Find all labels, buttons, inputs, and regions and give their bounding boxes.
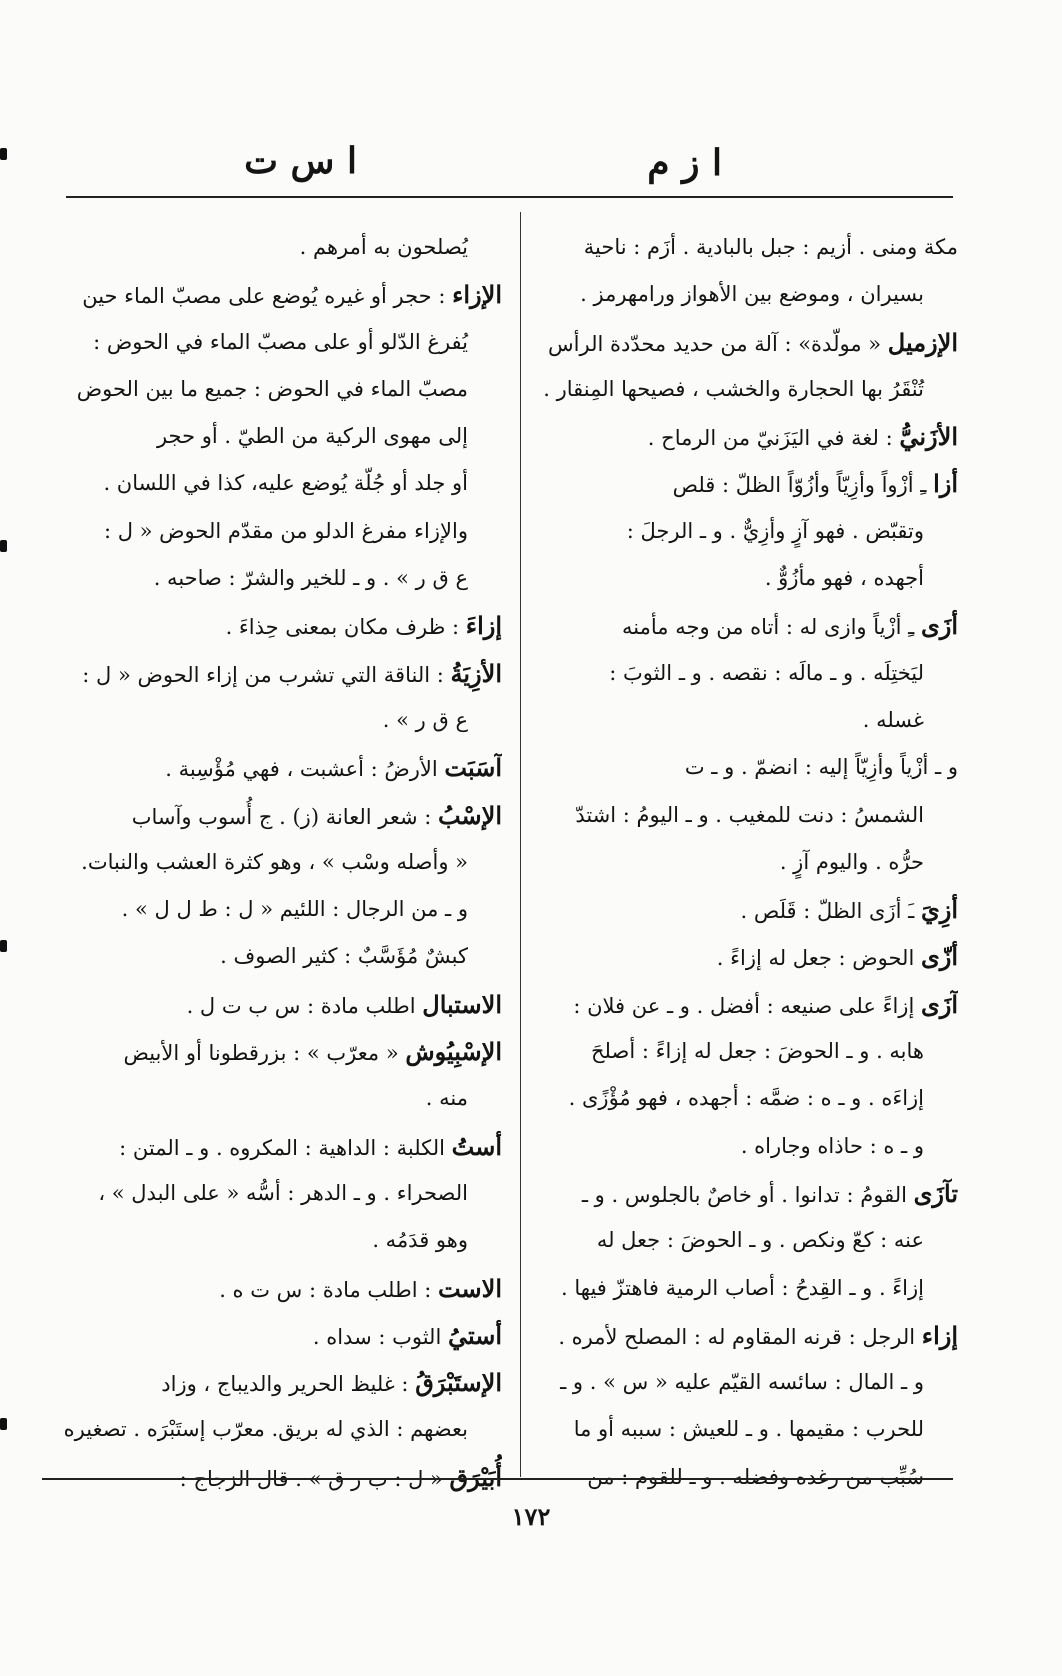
edge-mark [0,1418,7,1430]
entry-text: أجهده ، فهو مأزُوٌّ . [764,566,924,591]
headword: أستيُ [447,1320,502,1350]
entry-text: يُفرغ الدّلو أو على مصبّ الماء في الحوض : [93,329,468,354]
entry-line [52,460,502,507]
headword: تآزَى [913,1178,958,1208]
entry-text: بسيران ، وموضع بين الأهواز ورامهرمز . [580,282,924,307]
entry-line [52,792,502,839]
entry-line [52,1217,502,1264]
entry-line [52,839,502,886]
entry-text: أو جلد أو جُلّة يُوضع عليه، كذا في اللسان . [103,471,468,496]
entry-text: ع ق ر » . [382,707,468,732]
headword: الاست [437,1273,502,1303]
entry-line [52,1123,502,1170]
entry-line [520,886,958,933]
entry-text: : غليظ الحرير والديباج ، وزاد [161,1372,416,1397]
entry-text: وتقبّض . فهو آزٍ وأزِيٌّ . و ـ الرجلَ : [626,518,924,543]
entry-line [520,839,958,886]
entry-text: غسله . [862,707,924,732]
entry-line [52,933,502,980]
bottom-rule [42,1478,953,1480]
entry-line [520,697,958,744]
headword: أزا [933,469,958,499]
entry-line [520,792,958,839]
entry-text: تُنْقَرُ بها الحجارة والخشب ، فصيحها المِنقار . [543,376,924,401]
edge-mark [0,148,7,160]
top-rule [66,196,953,198]
entry-text: يُصلحون به أمرهم . [299,235,468,259]
headword: إزاء [921,1320,958,1350]
entry-text: القومُ : تدانوا . أو خاصٌ بالجلوس . و ـ [581,1182,914,1207]
headword: الإستَبْرَقُ [415,1368,502,1398]
headword: أُبَيْرَق [449,1462,502,1492]
entry-text: : لغة في اليَزَنيّ من الرماح . [647,426,900,451]
entry-text: الحوض : جعل له إزاءً . [716,946,921,971]
headword: أزّى [920,942,958,972]
entry-line [520,319,958,366]
entry-text: الشمسُ : دنت للمغيب . و ـ اليومُ : اشتدّ [575,802,924,827]
entry-line [52,650,502,697]
entry-line [520,224,958,271]
entry-text: مصبّ الماء في الحوض : جميع ما بين الحوض [76,376,468,401]
entry-text: مكة ومنى . أزيم : جبل بالبادية . أزَم : ناحية [583,235,958,259]
entry-text: كبشٌ مُؤَسَّبٌ : كثير الصوف . [220,944,468,969]
entry-text: : الناقة التي تشرب من إزاء الحوض « ل : [82,662,451,687]
entry-text: « ل : ب ر ق » . قال الزجاج : [179,1466,450,1491]
entry-text: الرجل : قرنه المقاوم له : المصلح لأمره . [558,1324,922,1349]
entry-text: « معرّب » : بزرقطونا أو الأبيض [123,1041,406,1066]
entry-line [520,1217,958,1264]
entry-line [52,555,502,602]
headword: أزَى [920,611,958,641]
entry-line [520,1075,958,1122]
edge-mark [0,940,7,952]
entry-text: ـِ أزْواً وأزِيّاً وأزُوّاً الظلّ : قلص [672,473,934,498]
entry-line [52,1028,502,1075]
entry-text: الكلبة : الداهية : المكروه . و ـ المتن : [119,1135,452,1160]
entry-text: ـَ أزَى الظلّ : قَلَص . [740,899,921,924]
headword: أستُ [451,1131,502,1161]
entry-line [520,602,958,649]
entry-text: « وأصله وسْب » ، وهو كثرة العشب والنبات. [81,849,468,874]
entry-text: ع ق ر » . و ـ للخير والشرّ : صاحبه . [153,566,468,591]
entry-line [520,1123,958,1170]
entry-line [52,224,502,271]
entry-text: إزاءً . و ـ القِدحُ : أصاب الرمية فاهتزّ فيها . [561,1275,924,1300]
entry-line [52,1359,502,1406]
entry-line [520,460,958,507]
entry-text: : ظرف مكان بمعنى حِذاءَ . [225,615,466,640]
entry-text: و ـ من الرجال : اللئيم « ل : ط ل ل » . [121,897,468,922]
entry-text: هابه . و ـ الحوضَ : جعل له إزاءً : أصلحَ [590,1039,924,1064]
entry-text: : اطلب مادة : س ت ه . [219,1277,438,1302]
entry-text: ليَختِلَه . و ـ مالَه : نقصه . و ـ الثوبَ : [609,660,924,685]
headword: إزاءَ [465,611,502,641]
entry-line [52,602,502,649]
entry-line [520,1406,958,1453]
left-column [52,224,504,1501]
headword: أزِيَ [920,895,958,925]
headword: آزَى [920,989,958,1019]
entry-text: ـِ أزْياً وازى له : أتاه من وجه مأمنه [622,615,921,640]
headword: الإزاء [452,280,502,310]
entry-line [52,508,502,555]
entry-text: و ـ المال : سائسه القيّم عليه « س » . و ـ [560,1370,924,1395]
running-header-left: ا س ت [244,140,357,182]
entry-line [52,319,502,366]
entry-line [520,413,958,460]
entry-text: إزاءَه . و ـ ه : ضمَّه : أجهده ، فهو مُؤْزًى . [568,1086,924,1111]
entry-text: إلى مهوى الركية من الطيّ . أو حجر [156,424,468,449]
headword: الإزميل [887,327,958,357]
entry-line [52,1406,502,1453]
entry-text: والإزاء مفرغ الدلو من مقدّم الحوض « ل : [103,518,468,543]
headword: آسَبَت [444,753,502,783]
entry-line [520,271,958,318]
entry-text: للحرب : مقيمها . و ـ للعيش : سببه أو ما [573,1417,924,1442]
page-number: ١٧٢ [511,1502,551,1531]
entry-text: الأرضُ : أعشبت ، فهي مُؤْسِبة . [165,757,445,782]
entry-text: و ـ ه : حاذاه وجاراه . [740,1133,924,1158]
entry-text: الثوب : سداه . [312,1324,448,1349]
entry-text: عنه : كعّ ونكص . و ـ الحوضَ : جعل له [596,1228,924,1253]
entry-text: : حجر أو غيره يُوضع على مصبّ الماء حين [82,284,453,309]
entry-line [52,366,502,413]
entry-line [52,697,502,744]
entry-line [52,744,502,791]
headword: الإسْبِيُوش [405,1037,502,1067]
entry-line [520,1359,958,1406]
headword: الاستبال [422,989,502,1019]
right-column [520,224,960,1501]
entry-line [520,933,958,980]
headword: الأزَنيُّ [899,422,958,452]
headword: الإسْبُ [437,800,502,830]
entry-line [520,366,958,413]
headword: الأزِيَةُ [450,658,502,688]
entry-line [520,508,958,555]
entry-text: اطلب مادة : س ب ت ل . [186,993,423,1018]
entry-text: و ـ أزْياً وأزِيّاً إليه : انضمّ . و ـ ت [684,755,958,780]
running-header-right: ا ز م [647,142,722,184]
entry-line [520,555,958,602]
entry-text: بعضهم : الذي له بريق. معرّب إستَبْرَه . تصغيره [63,1417,468,1442]
entry-line [52,413,502,460]
entry-line [52,886,502,933]
entry-line [52,1170,502,1217]
entry-line [52,1265,502,1312]
edge-mark [0,540,7,552]
entry-line [520,1170,958,1217]
entry-line [52,1075,502,1122]
entry-text: : شعر العانة (ز) . ج أُسوب وآساب [131,804,438,829]
entry-text: وهو قدَمُه . [372,1228,468,1253]
entry-text: حرُّه . واليوم آزٍ . [779,849,924,874]
entry-line [52,1312,502,1359]
entry-line [520,981,958,1028]
entry-line [520,744,958,791]
entry-line [520,1265,958,1312]
entry-text: إزاءً على صنيعه : أفضل . و ـ عن فلان : [573,993,921,1018]
entry-line [52,981,502,1028]
entry-text: منه . [425,1086,468,1111]
entry-text: « مولّدة» : آلة من حديد محدّدة الرأس [548,331,888,356]
entry-line [520,650,958,697]
entry-line [520,1312,958,1359]
entry-text: الصحراء . و ـ الدهر : أسُّه « على البدل » ، [98,1180,468,1205]
entry-line [520,1028,958,1075]
entry-text: سُبِّب من رغده وفضله . و ـ للقوم : من [587,1464,924,1489]
entry-line [52,271,502,318]
